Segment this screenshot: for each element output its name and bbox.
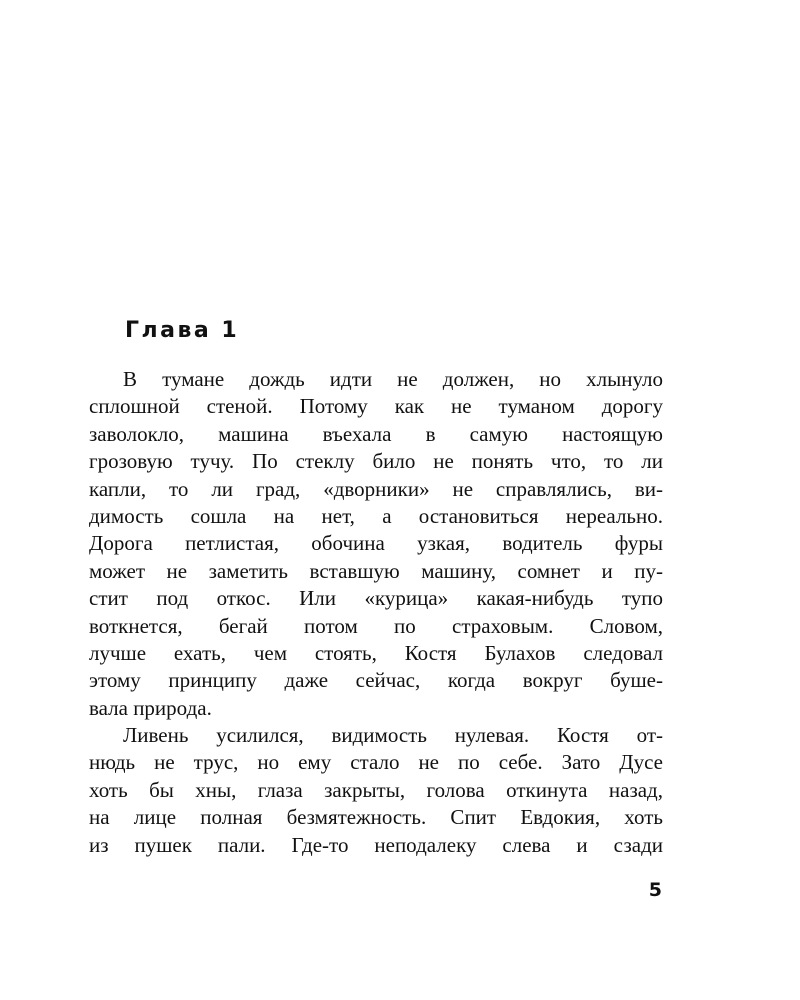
text-line: вала природа.	[89, 695, 212, 720]
text-line: сплошной стеной. Потому как не туманом дорогу	[89, 394, 663, 419]
paragraph-1	[89, 366, 663, 722]
text-line: этому принципу даже сейчас, когда вокруг буше-	[89, 668, 663, 693]
text-line: может не заметить вставшую машину, сомнет и пу-	[89, 558, 663, 583]
body-text	[89, 366, 663, 859]
text-line: нюдь не трус, но ему стало не по себе. Зато Дусе	[89, 750, 663, 775]
text-line: Дорога петлистая, обочина узкая, водитель фуры	[89, 531, 663, 556]
text-line: димость сошла на нет, а остановиться нереально.	[89, 503, 663, 528]
text-line: стит под откос. Или «курица» какая-нибудь тупо	[89, 586, 663, 611]
text-line: В тумане дождь идти не должен, но хлынуло	[123, 367, 663, 391]
page-number: 5	[648, 879, 662, 901]
text-line: капли, то ли град, «дворники» не справлялись, ви-	[89, 476, 663, 501]
text-line: заволокло, машина въехала в самую настоящую	[89, 421, 663, 446]
text-line: на лице полная безмятежность. Спит Евдокия, хоть	[89, 805, 663, 830]
text-line: грозовую тучу. По стеклу било не понять что, то ли	[89, 449, 663, 474]
text-line: Ливень усилился, видимость нулевая. Костя от-	[123, 723, 663, 748]
chapter-title: Глава 1	[125, 318, 240, 343]
text-line: хоть бы хны, глаза закрыты, голова откинута назад,	[89, 777, 663, 802]
text-line: лучше ехать, чем стоять, Костя Булахов следовал	[89, 640, 663, 665]
text-line: воткнется, бегай потом по страховым. Словом,	[89, 613, 663, 638]
text-line: из пушек пали. Где-то неподалеку слева и сзади	[89, 832, 663, 857]
paragraph-2	[89, 722, 663, 859]
